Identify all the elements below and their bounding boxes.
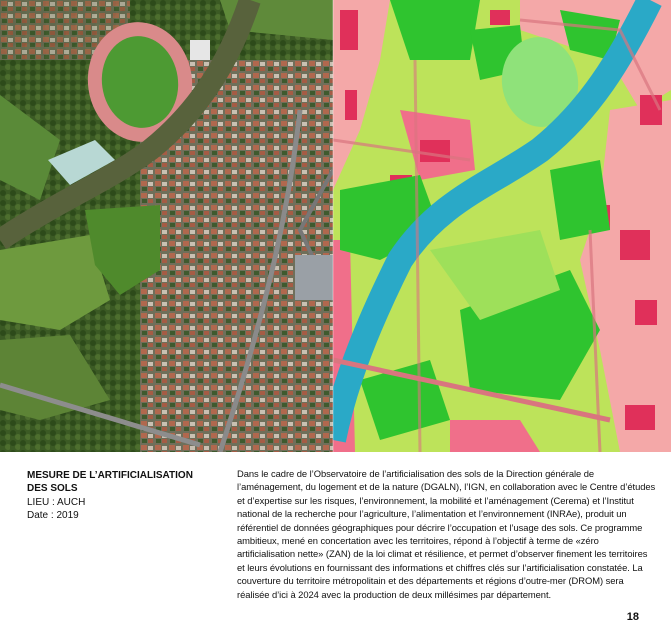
body-paragraph: Dans le cadre de l’Observatoire de l’artificialisation des sols de la Direction générale de l’aménagement, du logement et de la nature (DGALN), l’IGN, en collaboration avec le Centre d’études et d’expertise sur les risques, l’environnement, la mobilité et l’aménagement (Cerema) et l’Institut national de la recherche pour l’agriculture, l’alimentation et l’environnement (INRAe), produit un référentiel de données géographiques pour décrire l’occupation et l’usage des sols. Ce programme ambitieux, mené en concertation avec les territoires, répond à l’objectif à terme de «zéro artificialisation nette» (ZAN) de la loi climat et résilience, et permet d’observer finement les territoires et leurs évolutions en fournissant des informations et chiffres clés sur l’artificialisation constatée. La couverture du territoire métropolitain et des départements et régions d’outre-mer (DROM) sera réalisée d’ici à 2024 avec la production de deux millésimes par département. — [237, 468, 656, 600]
aerial-photo — [0, 0, 333, 452]
caption-lieu: LIEU : AUCH — [27, 497, 86, 508]
land-cover-map — [333, 0, 671, 452]
page-number: 18 — [626, 611, 639, 623]
caption-title: MESURE DE L’ARTIFICIALISATION DES SOLS — [27, 470, 193, 494]
figure-caption — [27, 469, 207, 522]
caption-date: Date : 2019 — [27, 510, 79, 521]
